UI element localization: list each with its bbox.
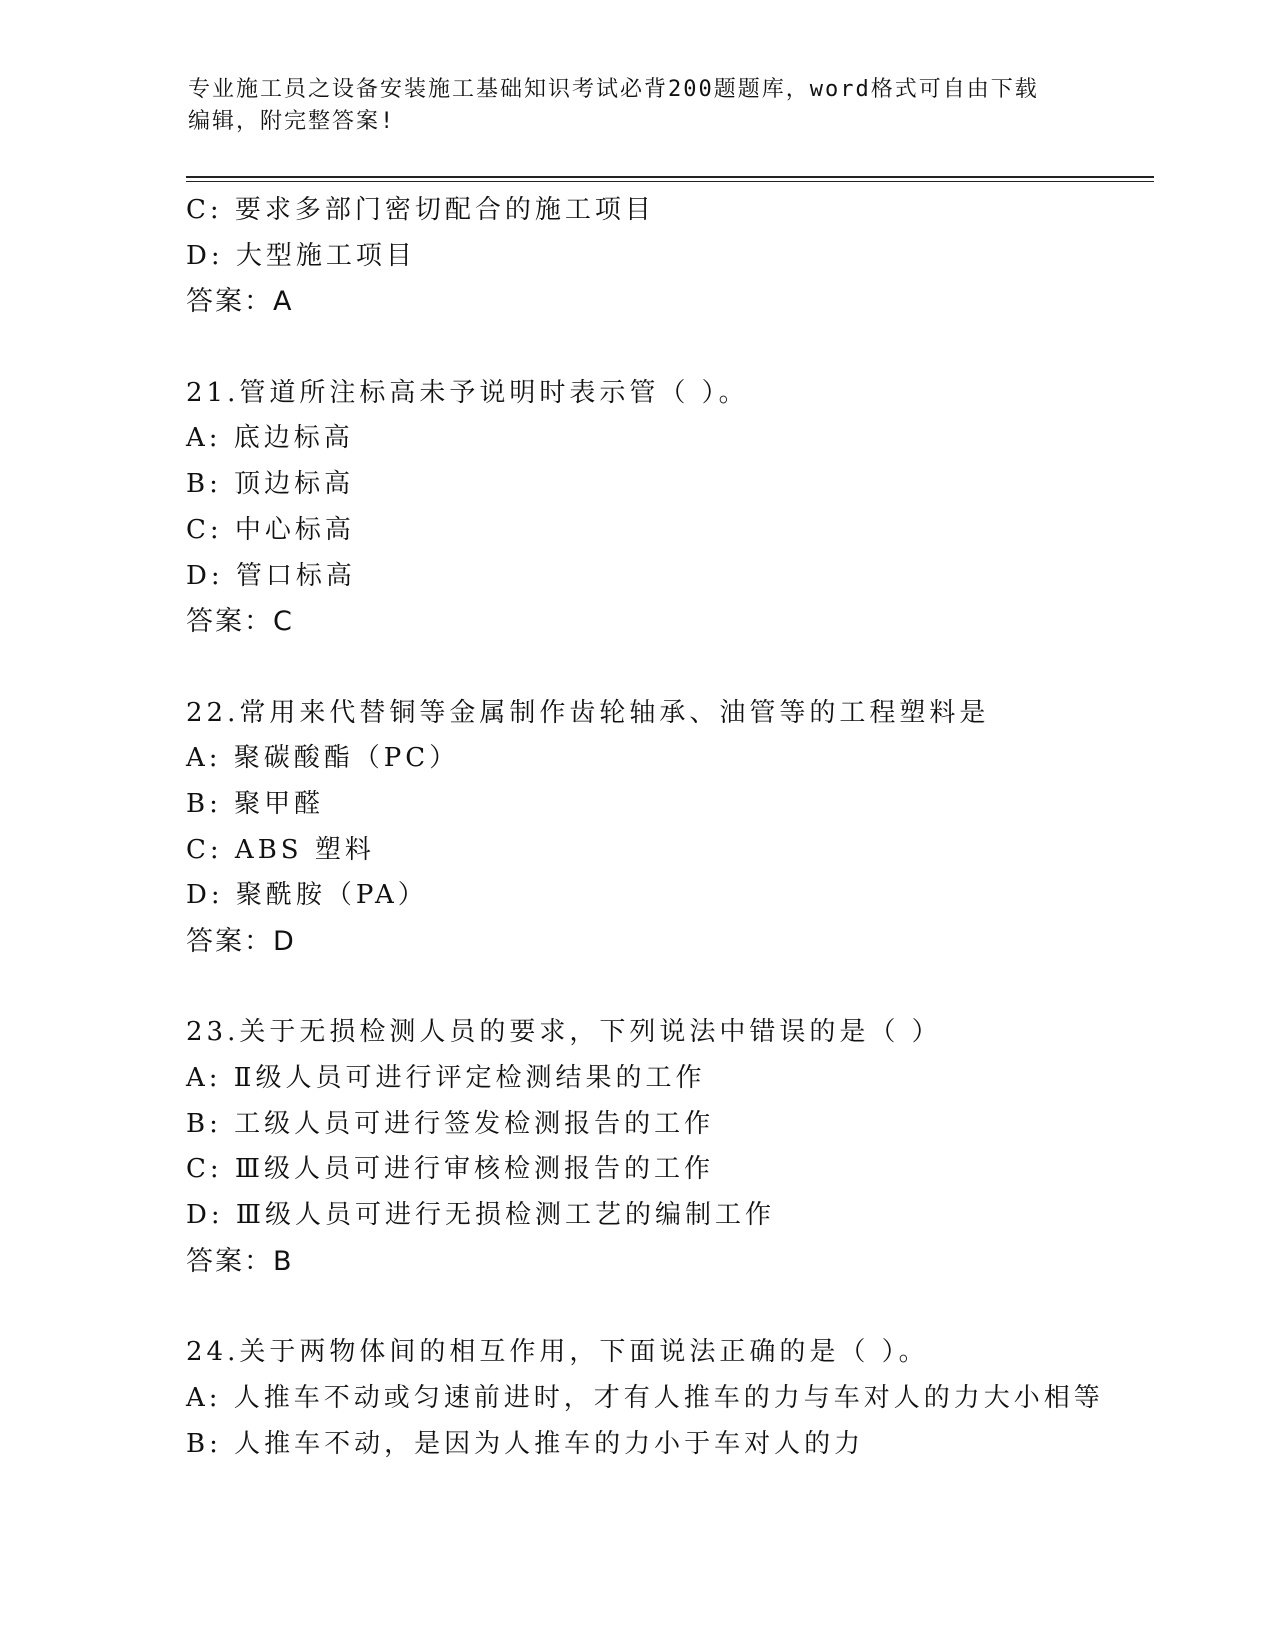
option-d: D: 大型施工项目 <box>186 240 416 271</box>
option-c: C: 要求多部门密切配合的施工项目 <box>186 195 655 225</box>
header-divider-thick <box>186 176 1154 178</box>
option-a: A: 人推车不动或匀速前进时，才有人推车的力与车对人的力大小相等 <box>186 1382 1104 1413</box>
question-24 <box>186 1330 1166 1467</box>
answer: 答案：A <box>186 286 294 318</box>
answer: 答案：D <box>186 926 296 957</box>
option-b: B: 顶边标高 <box>186 469 355 500</box>
answer: 答案：C <box>186 606 294 638</box>
header-title-line-1: 专业施工员之设备安装施工基础知识考试必背200题题库，word格式可自由下载 <box>188 77 1039 102</box>
spacer <box>186 325 1166 371</box>
option-b: B: 人推车不动，是因为人推车的力小于车对人的力 <box>186 1428 865 1459</box>
option-d: D: 管口标高 <box>186 560 356 591</box>
option-a: A: Ⅱ级人员可进行评定检测结果的工作 <box>186 1063 706 1094</box>
document-header <box>188 74 1088 138</box>
question-21 <box>186 371 1166 645</box>
option-d: D: Ⅲ级人员可进行无损检测工艺的编制工作 <box>186 1200 775 1231</box>
option-b: B: 聚甲醛 <box>186 788 325 819</box>
option-c: C: Ⅲ级人员可进行审核检测报告的工作 <box>186 1154 714 1185</box>
question-22 <box>186 691 1166 965</box>
header-divider-thin <box>186 181 1154 182</box>
question-text: 21.管道所注标高未予说明时表示管（ ）。 <box>186 377 749 408</box>
option-c: C: ABS 塑料 <box>186 834 375 865</box>
answer: 答案：B <box>186 1245 294 1277</box>
question-text: 24.关于两物体间的相互作用，下面说法正确的是（ ）。 <box>186 1337 929 1368</box>
question-list <box>186 188 1166 1467</box>
header-title-line-2: 编辑，附完整答案! <box>188 109 396 134</box>
spacer <box>186 965 1166 1011</box>
question-text: 22.常用来代替铜等金属制作齿轮轴承、油管等的工程塑料是 <box>186 697 990 728</box>
option-b: B: 工级人员可进行签发检测报告的工作 <box>186 1108 715 1139</box>
spacer <box>186 645 1166 691</box>
question-20-tail <box>186 188 1166 325</box>
option-a: A: 底边标高 <box>186 423 354 454</box>
option-a: A: 聚碳酸酯（PC） <box>186 743 460 774</box>
option-d: D: 聚酰胺（PA） <box>186 880 428 911</box>
spacer <box>186 1285 1166 1331</box>
question-23 <box>186 1010 1166 1284</box>
question-text: 23.关于无损检测人员的要求，下列说法中错误的是（ ） <box>186 1017 942 1048</box>
option-c: C: 中心标高 <box>186 514 355 545</box>
